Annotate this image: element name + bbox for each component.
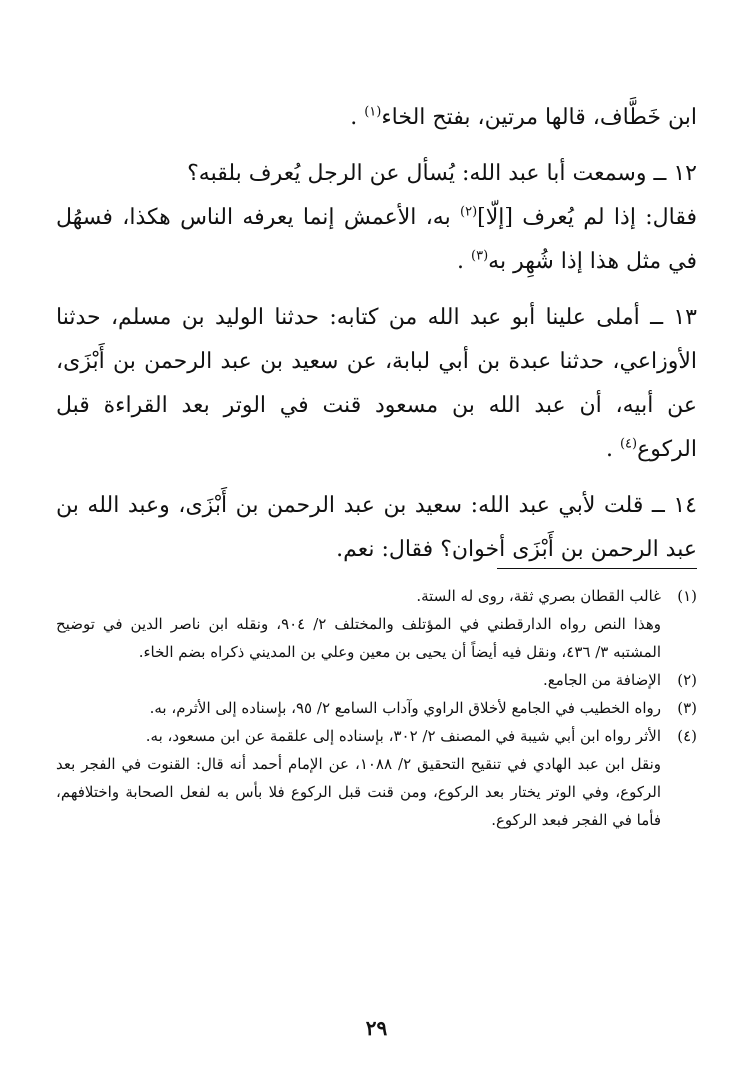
paragraph-14 (56, 484, 697, 572)
p12-line1: ١٢ ــ وسمعت أبا عبد الله: يُسأل عن الرجل يُعرف بلقبه؟ (187, 161, 697, 186)
footnote-1-continued-text: وهذا النص رواه الدارقطني في المؤتلف والمختلف ٢/ ٩٠٤، ونقله ابن ناصر الدين في توضيح المشتبه ٣/ ٤٣٦، ونقل فيه أيضاً أن يحيى بن معين وعلي بن المديني ذكراه بضم الخاء. (56, 615, 661, 661)
intro-text: ابن خَطَّاف، قالها مرتين، بفتح الخاء (381, 105, 697, 130)
p13-text: ١٣ ــ أملى علينا أبو عبد الله من كتابه: حدثنا الوليد بن مسلم، حدثنا الأوزاعي، حدثنا عبدة بن أبي لبابة، عن سعيد بن عبد الرحمن بن أَبْزَى، عن أبيه، أن عبد الله بن مسعود قنت في الوتر بعد القراءة قبل الركوع (56, 305, 697, 462)
paragraph-intro (56, 96, 697, 140)
footnote-3 (56, 694, 697, 722)
footnote-1-number: (١) (677, 587, 697, 605)
intro-end: . (350, 105, 365, 130)
footnote-2-text: الإضافة من الجامع. (542, 671, 661, 689)
footnote-ref-3: (٣) (471, 248, 489, 264)
p14-text: ١٤ ــ قلت لأبي عبد الله: سعيد بن عبد الرحمن بن أَبْزَى، وعبد الله بن عبد الرحمن بن أَبْزَى أخوان؟ فقال: نعم. (56, 493, 697, 562)
main-text (56, 96, 697, 584)
footnote-1-continued (56, 610, 697, 666)
p12-part-b: به، الأعمش إنما يعرفه الناس هكذا، فسهُل في مثل هذا إذا شُهِر به (56, 205, 697, 274)
footnote-separator (497, 568, 697, 569)
p12-end: . (457, 249, 472, 274)
footnote-2-number: (٢) (677, 671, 697, 689)
footnote-ref-1: (١) (364, 104, 382, 120)
footnote-4-number: (٤) (677, 727, 697, 745)
p13-end: . (605, 437, 620, 462)
footnote-ref-4: (٤) (619, 436, 638, 452)
footnote-4-text: الأثر رواه ابن أبي شيبة في المصنف ٢/ ٣٠٢، بإسناده إلى علقمة عن ابن مسعود، به. (145, 727, 661, 745)
paragraph-12 (56, 152, 697, 284)
p12-part-a: فقال: إذا لم يُعرف [إلّا] (477, 205, 697, 230)
paragraph-13 (56, 296, 697, 472)
footnote-1-text: غالب القطان بصري ثقة، روى له الستة. (416, 587, 661, 605)
footnote-3-number: (٣) (677, 699, 697, 717)
footnotes (56, 582, 697, 834)
footnote-4-continued-text: ونقل ابن عبد الهادي في تنقيح التحقيق ٢/ ١٠٨٨، عن الإمام أحمد أنه قال: القنوت في الفجر بعد الركوع، وفي الوتر يختار بعد الركوع، ومن قنت قبل الركوع فلا بأس به لفعل الصحابة واختلافهم، فأما في الفجر فبعد الركوع. (56, 755, 661, 829)
footnote-4-continued (56, 750, 697, 834)
footnote-ref-2: (٢) (460, 204, 478, 220)
footnote-4 (56, 722, 697, 750)
footnote-3-text: رواه الخطيب في الجامع لأخلاق الراوي وآداب السامع ٢/ ٩٥، بإسناده إلى الأثرم، به. (149, 699, 661, 717)
footnote-2 (56, 666, 697, 694)
page-number: ٢٩ (365, 1016, 388, 1040)
footnote-1 (56, 582, 697, 610)
